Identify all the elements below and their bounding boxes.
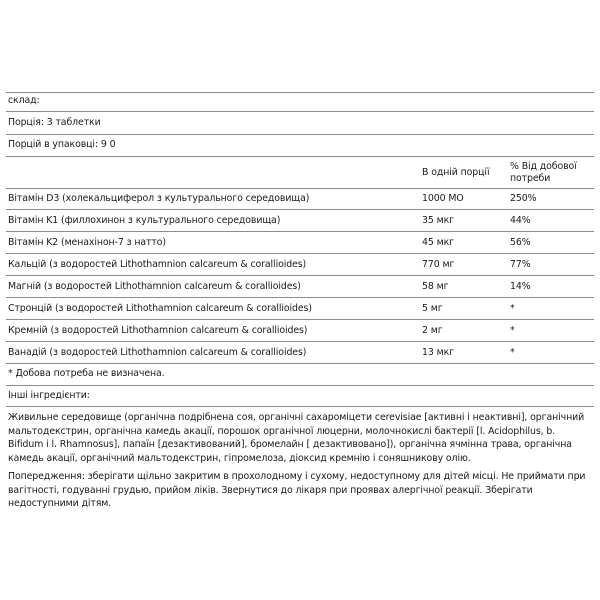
nutrient-amount: 58 мг (422, 281, 449, 292)
divider (6, 297, 594, 298)
nutrient-amount: 770 мг (422, 259, 455, 270)
nutrient-dv: 250% (510, 193, 537, 204)
nutrient-dv: * (510, 347, 515, 358)
nutrient-dv: 44% (510, 215, 531, 226)
nutrient-dv: * (510, 325, 515, 336)
nutrient-dv: 14% (510, 281, 531, 292)
nutrient-name: Ванадій (з водоростей Lithothamnion calcareum & corallioides) (8, 347, 307, 358)
nutrient-dv: 77% (510, 259, 531, 270)
nutrient-amount: 1000 МО (422, 193, 464, 204)
divider (6, 385, 594, 386)
divider (6, 406, 594, 407)
nutrient-name: Кальцій (з водоростей Lithothamnion calcareum & corallioides) (8, 259, 307, 270)
header-per-serving: В одній порції (422, 167, 490, 178)
divider (6, 275, 594, 276)
other-ingredients-title: Інші інгредієнти: (8, 390, 90, 401)
section-title: склад: (8, 95, 40, 106)
nutrient-amount: 2 мг (422, 325, 443, 336)
divider (6, 253, 594, 254)
nutrient-name: Магній (з водоростей Lithothamnion calcareum & corallioides) (8, 281, 301, 292)
other-ingredients-text: Живильне середовище (органічна подрібнена соя, органічні сахароміцети cerevisiae [активні і неактивні], органічний мальтодекстрин, органічна камедь акації, порошок органічної люцерни, молочнокислі бактерії [l. Acidophilus, b. Bifidum і l. Rhamnosus], папаїн [дезактивований], бромелайн [ дезактивовано]), органічна ячмінна трава, органічна камедь акації, органічний мальтодекстрин, гіпромелоза, діоксид кремнію і соняшникову олію. (8, 412, 585, 464)
divider (6, 319, 594, 320)
footnote: * Добова потреба не визначена. (8, 368, 165, 379)
divider (6, 156, 594, 157)
divider (6, 92, 594, 93)
nutrient-dv: 56% (510, 237, 531, 248)
nutrient-amount: 13 мкг (422, 347, 454, 358)
warning-text: Попередження: зберігати щільно закритим в прохолодному і сухому, недоступному для дітей місці. Не приймати при вагітності, годуванні грудью, прийом ліків. Звернутися до лікаря при проявах алергічної реакції. Зберігати недоступними дітям. (8, 471, 586, 509)
divider (6, 209, 594, 210)
divider (6, 188, 594, 189)
nutrient-name: Кремній (з водоростей Lithothamnion calcareum & corallioides) (8, 325, 308, 336)
nutrient-name: Стронцій (з водоростей Lithothamnion calcareum & corallioides) (8, 303, 312, 314)
servings-per-container: Порцій в упаковці: 9 0 (8, 139, 116, 150)
serving-size: Порція: 3 таблетки (8, 117, 101, 128)
nutrient-amount: 35 мкг (422, 215, 454, 226)
divider (6, 134, 594, 135)
divider (6, 231, 594, 232)
divider (6, 111, 594, 112)
nutrient-amount: 5 мг (422, 303, 443, 314)
divider (6, 363, 594, 364)
divider (6, 341, 594, 342)
nutrient-amount: 45 мкг (422, 237, 454, 248)
nutrient-name: Вітамін K1 (филлохинон з культурального середовища) (8, 215, 281, 226)
nutrient-name: Вітамін K2 (менахінон-7 з натто) (8, 237, 166, 248)
nutrient-dv: * (510, 303, 515, 314)
nutrient-name: Вітамін D3 (холекальциферол з культурального середовища) (8, 193, 310, 204)
header-daily-value: % Від добової потреби (510, 161, 577, 184)
